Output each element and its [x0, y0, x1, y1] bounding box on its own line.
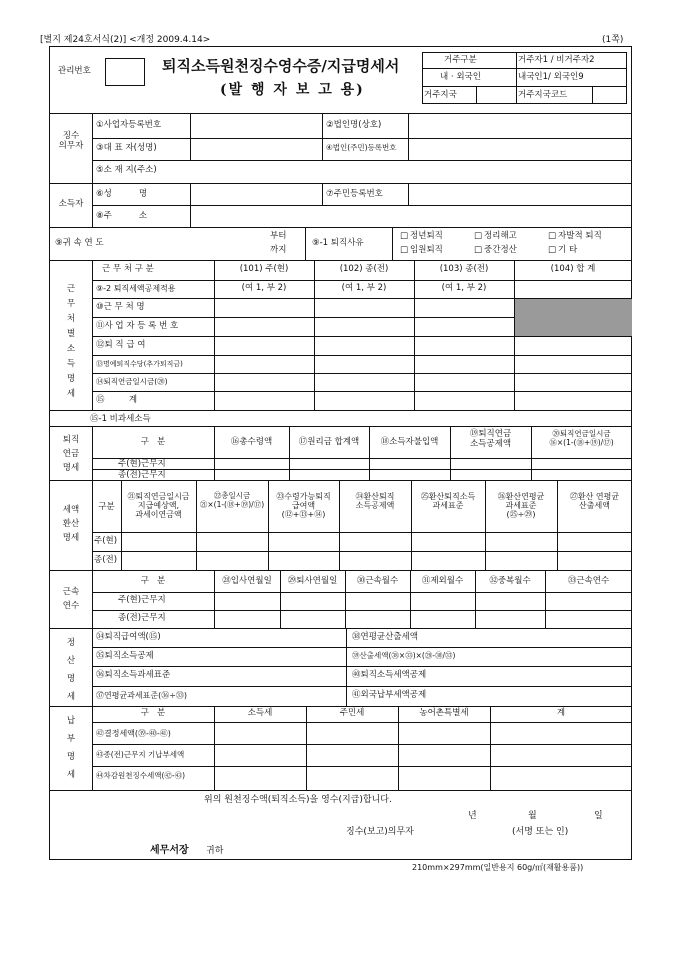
reason-voluntary-checkbox[interactable]: □ 자발적 퇴직 [548, 232, 602, 242]
payer-corp-name-label: ②법인명(상호) [326, 120, 382, 130]
earner-name-label: ⑥성 명 [96, 189, 148, 199]
conversion-section-label: 세액 환산 명세 [62, 505, 80, 543]
payer-address-label: ⑤소 재 지(주소) [96, 165, 157, 175]
settlement-severance-pay: ㉞퇴직급여액(⑮) [96, 632, 161, 642]
settlement-foreign-credit: ㊶외국납부세액공제 [352, 690, 427, 700]
tax-col-label: 구 분 [140, 708, 166, 718]
tax-col-total: 계 [556, 708, 566, 718]
workplace-col-prev-2: (103) 종(전) [439, 264, 489, 274]
workplace-row-honorary: ⑬명예퇴직수당(추가퇴직금) [96, 360, 183, 368]
reason-layoff-checkbox[interactable]: □ 정리해고 [474, 232, 517, 242]
conversion-col-expected: ㉑퇴직연금일시금 지급예상액, 과세이연금액 [127, 492, 190, 520]
conversion-row-current: 주(현) [94, 536, 118, 546]
service-col-join-date: ㉘입사연월일 [222, 576, 272, 586]
settlement-computed-tax: ㊴산출세액(㊳×㉝)×(㉘-㉚/㉝) [352, 651, 456, 660]
workplace-row-total: ⑮ 계 [96, 395, 138, 405]
workplace-row-severance-pay: ⑫퇴 직 급 여 [96, 340, 146, 350]
conversion-col-label: 구분 [98, 502, 115, 512]
form-id: [별지 제24호서식(2)] <개정 2009.4.14> [40, 35, 211, 45]
shaded-cell [515, 299, 632, 336]
reason-interim-checkbox[interactable]: □ 중간정산 [474, 246, 517, 256]
form-subtitle: (발 행 자 보 고 용) [220, 82, 365, 98]
pension-col-total-received: ⑯총수령액 [230, 437, 273, 447]
pension-row-current: 주(현)근무지 [118, 459, 166, 469]
conversion-col-annual-base: ㉖환산연평균 과세표준 (㉕÷㉙) [497, 492, 545, 520]
workplace-col-prev-1: (102) 종(전) [339, 264, 389, 274]
tax-col-rural: 농어촌특별세 [419, 708, 469, 718]
tax-office-recipient: 세무서장 [150, 845, 189, 856]
tax-row-prepaid: ㊸종(전)근무지 기납부세액 [96, 750, 185, 759]
date-year-label: 년 [468, 811, 477, 821]
workplace-row-pension-lump: ⑭퇴직연금일시금(⑳) [96, 377, 168, 386]
mgmt-no-label: 관리번호 [58, 66, 91, 76]
pension-row-prev: 종(전)근무지 [118, 470, 166, 480]
service-section-label: 근속 연수 [62, 587, 80, 611]
workplace-header-label: 근 무 처 구 분 [102, 264, 154, 274]
service-col-months: ㉚근속월수 [356, 576, 399, 586]
earner-section-label: 소득자 [58, 199, 84, 209]
apply-value-current: (여 1, 부 2) [241, 283, 287, 293]
date-month-label: 월 [528, 811, 537, 821]
apply-value-prev-1: (여 1, 부 2) [341, 283, 387, 293]
reason-retirement-age-checkbox[interactable]: □ 정년퇴직 [400, 232, 443, 242]
paper-spec: 210mm×297mm(일반용지 60g/㎡(재활용품)) [412, 863, 584, 872]
settlement-tax-credit: ㊵퇴직소득세액공제 [352, 670, 427, 680]
attribution-year-label: ⑨귀 속 연 도 [55, 238, 104, 248]
receipt-statement: 위의 원천징수액(퇴직소득)을 영수(지급)합니다. [204, 795, 392, 805]
reason-other-checkbox[interactable]: □ 기 타 [548, 246, 577, 256]
settlement-annual-base: ㊲연평균과세표준(㊱÷㉝) [96, 691, 188, 700]
settlement-income-deduction: ㉟퇴직소득공제 [96, 651, 154, 661]
pension-col-self-paid: ⑱소득자불입액 [380, 437, 439, 447]
pension-col-label: 구 분 [140, 437, 166, 447]
tax-col-resident: 주민세 [339, 708, 365, 718]
mgmt-no-field[interactable] [105, 58, 145, 86]
conversion-row-prev: 종(전) [94, 555, 118, 565]
conversion-col-deduction: ㉔환산퇴직 소득공제액 [355, 492, 395, 511]
pension-col-deduction: ⑲퇴직연금 소득공제액 [469, 429, 512, 449]
workplace-row-name: ⑩근 무 처 명 [96, 302, 145, 312]
settlement-section-label: 정 산 명 세 [66, 638, 76, 702]
service-col-leave-date: ㉙퇴사연월일 [287, 576, 338, 586]
residence-code-label: 거주지국코드 [518, 90, 568, 100]
attribution-from: 부터 [270, 231, 287, 241]
tax-col-income: 소득세 [247, 708, 273, 718]
form-title: 퇴직소득원천징수영수증/지급명세서 [162, 57, 400, 75]
workplace-row-deduction-apply: ⑨-2 퇴직세액공제적용 [96, 284, 176, 293]
service-row-current: 주(현)근무지 [118, 595, 166, 605]
reason-executive-checkbox[interactable]: □ 임원퇴직 [400, 246, 443, 256]
service-col-duplicate: ㉜중복월수 [489, 576, 531, 586]
service-col-years: ㉝근속연수 [567, 576, 610, 586]
payer-signature-label: 징수(보고)의무자 [346, 827, 414, 837]
workplace-section-label: 근 무 처 별 소 득 명 세 [66, 284, 76, 399]
conversion-col-total-lump: ㉒총일시금 ㉑×(1-(⑱+⑲)/⑰) [199, 491, 265, 509]
settlement-annual-tax: ㊳연평균산출세액 [352, 632, 418, 642]
tax-section-label: 납 부 명 세 [66, 716, 76, 780]
conversion-col-annual-tax: ㉗환산 연평균 산출세액 [569, 492, 620, 511]
pension-section-label: 퇴직 연금 명세 [62, 435, 80, 473]
residence-type-value: 거주자1 / 비거주자2 [518, 55, 595, 65]
nationality-label: 내 · 외국인 [440, 72, 481, 82]
tax-row-determined: ㊷결정세액(㊴-㊵-㊶) [96, 729, 171, 738]
conversion-col-tax-base: ㉕환산퇴직소득 과세표준 [420, 492, 476, 511]
nontax-income-label: ⑮-1 비과세소득 [90, 414, 151, 424]
workplace-col-total: (104) 합 계 [550, 264, 596, 274]
page-number: (1쪽) [602, 35, 624, 45]
earner-address-label: ⑧주 소 [96, 211, 148, 221]
nationality-value: 내국인1/ 외국인9 [518, 72, 584, 82]
recipient-suffix: 귀하 [206, 846, 224, 856]
service-row-prev: 종(전)근무지 [118, 613, 166, 623]
payer-biz-no-label: ①사업자등록번호 [96, 120, 162, 130]
date-day-label: 일 [594, 811, 603, 821]
conversion-col-receivable: ㉓수령가능퇴직 급여액 (⑫+⑬+⑭) [276, 492, 331, 520]
payer-rep-name-label: ③대 표 자(성명) [96, 143, 157, 153]
workplace-col-current: (101) 주(현) [239, 264, 289, 274]
service-col-excluded: ㉛제외월수 [421, 576, 464, 586]
signature-note[interactable]: (서명 또는 인) [512, 827, 569, 837]
pension-col-lump-sum: ⑳퇴직연금일시금 ⑯×(1-(⑱+⑲)/⑰) [549, 429, 614, 447]
tax-row-withholding: ㊹차감원천징수세액(㊷-㊸) [96, 771, 186, 780]
earner-resident-no-label: ⑦주민등록번호 [326, 189, 383, 199]
pension-col-principal: ⑰원리금 합계액 [298, 437, 360, 447]
retirement-reason-label: ⑨-1 퇴직사유 [312, 238, 364, 248]
workplace-row-biz-no: ⑪사 업 자 등 록 번 호 [96, 321, 179, 331]
residence-country-label: 거주지국 [424, 90, 457, 100]
payer-section-label: 징수 의무자 [58, 131, 84, 151]
apply-value-prev-2: (여 1, 부 2) [441, 283, 487, 293]
residence-type-label: 거주구분 [444, 55, 477, 65]
settlement-tax-base: ㊱퇴직소득과세표준 [96, 670, 171, 680]
payer-corp-reg-label: ④법인(주민)등록번호 [326, 143, 397, 152]
attribution-to: 까지 [270, 245, 287, 255]
service-col-label: 구 분 [140, 576, 166, 586]
